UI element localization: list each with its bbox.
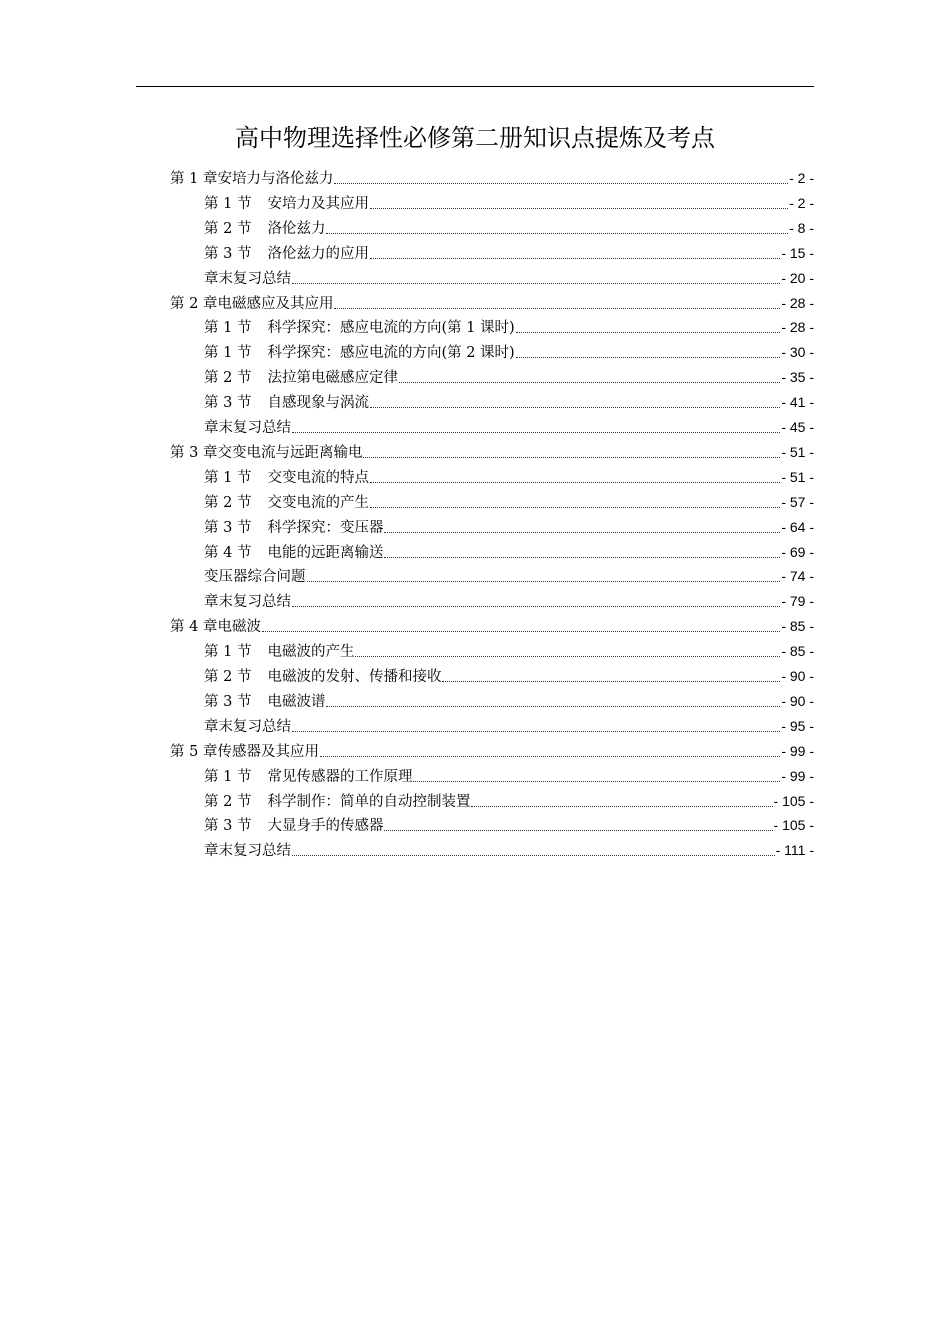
toc-section-entry[interactable] — [204, 266, 814, 290]
toc-page-number: - 2 - — [789, 194, 814, 211]
toc-dot-leader — [326, 705, 780, 707]
toc-page-number: - 85 - — [781, 643, 814, 660]
toc-section-number: 第 3 节 — [204, 395, 252, 412]
toc-dot-leader — [292, 431, 780, 433]
toc-page-number: - 8 - — [789, 219, 814, 236]
toc-page-number: - 85 - — [781, 618, 814, 635]
toc-section-number: 第 1 节 — [204, 345, 252, 362]
toc-page-number: - 51 - — [781, 443, 814, 460]
toc-section-entry[interactable] — [204, 515, 814, 539]
toc-entry-label: 电磁波的产生 — [267, 644, 355, 661]
document-title: 高中物理选择性必修第二册知识点提炼及考点 — [235, 124, 715, 152]
toc-dot-leader — [370, 406, 780, 408]
toc-section-number: 第 1 节 — [204, 195, 252, 212]
toc-section-entry[interactable] — [204, 191, 814, 215]
toc-dot-leader — [413, 780, 780, 782]
toc-dot-leader — [363, 456, 780, 458]
toc-section-number: 第 3 节 — [204, 693, 252, 710]
toc-section-number: 第 2 节 — [204, 793, 252, 810]
toc-entry-label: 大显身手的传感器 — [267, 818, 384, 835]
toc-section-entry[interactable] — [204, 589, 814, 613]
toc-section-entry[interactable] — [204, 714, 814, 738]
toc-page-number: - 45 - — [781, 419, 814, 435]
toc-dot-leader — [320, 755, 780, 757]
toc-dot-leader — [307, 580, 781, 582]
toc-page-number: - 15 - — [781, 244, 814, 261]
toc-page-number: - 90 - — [781, 668, 814, 684]
toc-section-number: 第 1 节 — [204, 469, 252, 486]
toc-dot-leader — [292, 282, 780, 284]
toc-section-number: 第 3 节 — [204, 818, 252, 835]
toc-entry-label: 章末复习总结 — [204, 420, 291, 436]
toc-dot-leader — [326, 232, 788, 234]
toc-entry-label: 章末复习总结 — [204, 270, 291, 287]
toc-dot-leader — [292, 854, 775, 856]
toc-entry-label: 章末复习总结 — [204, 843, 291, 860]
toc-dot-leader — [292, 730, 780, 732]
toc-section-entry[interactable] — [204, 390, 814, 414]
toc-entry-label: 常见传感器的工作原理 — [267, 768, 413, 785]
toc-entry-label: 章末复习总结 — [204, 594, 291, 611]
toc-section-entry[interactable] — [204, 764, 814, 788]
toc-dot-leader — [334, 182, 788, 184]
toc-page-number: - 69 - — [781, 543, 814, 560]
toc-page-number: - 105 - — [773, 792, 814, 809]
toc-entry-label: 洛伦兹力的应用 — [267, 245, 369, 262]
toc-entry-label: 第 1 章安培力与洛伦兹力 — [170, 171, 334, 187]
toc-dot-leader — [370, 506, 780, 508]
toc-page-number: - 28 - — [781, 319, 814, 336]
toc-page-number: - 57 - — [781, 493, 814, 510]
toc-entry-label: 交变电流的产生 — [267, 494, 369, 511]
toc-section-number: 第 4 节 — [204, 544, 252, 561]
toc-page-number: - 99 - — [781, 742, 814, 759]
toc-entry-label: 电磁波谱 — [267, 693, 326, 710]
toc-page-number: - 20 - — [781, 269, 814, 286]
toc-entry-label: 法拉第电磁感应定律 — [267, 370, 398, 387]
toc-entry-label: 科学探究：感应电流的方向(第 2 课时) — [267, 345, 515, 362]
toc-entry-label: 变压器综合问题 — [204, 569, 306, 586]
toc-page-number: - 2 - — [789, 170, 814, 186]
toc-section-number: 第 1 节 — [204, 768, 252, 785]
toc-page-number: - 64 - — [781, 518, 814, 535]
toc-section-entry[interactable] — [204, 216, 814, 240]
toc-section-entry[interactable] — [204, 365, 814, 389]
toc-dot-leader — [370, 207, 788, 209]
toc-page-number: - 30 - — [781, 344, 814, 361]
toc-dot-leader — [442, 680, 780, 682]
toc-section-entry[interactable] — [204, 639, 814, 663]
toc-page-number: - 111 - — [775, 842, 814, 859]
toc-section-number: 第 2 节 — [204, 220, 252, 237]
toc-section-number: 第 3 节 — [204, 245, 252, 262]
toc-dot-leader — [399, 381, 780, 383]
toc-chapter-entry[interactable] — [170, 739, 814, 763]
toc-chapter-entry[interactable] — [170, 614, 814, 638]
toc-dot-leader — [262, 630, 780, 632]
toc-chapter-entry[interactable] — [170, 440, 814, 464]
toc-dot-leader — [334, 307, 780, 309]
toc-page-number: - 35 - — [781, 369, 814, 386]
toc-section-entry[interactable] — [204, 340, 814, 364]
toc-section-entry[interactable] — [204, 813, 814, 837]
toc-page-number: - 51 - — [781, 468, 814, 485]
toc-section-entry[interactable] — [204, 664, 814, 688]
toc-dot-leader — [355, 655, 780, 657]
toc-dot-leader — [516, 331, 781, 333]
toc-entry-label: 科学制作：简单的自动控制装置 — [267, 793, 471, 810]
toc-entry-label: 科学探究：变压器 — [267, 519, 384, 536]
toc-section-number: 第 2 节 — [204, 494, 252, 511]
toc-page-number: - 74 - — [781, 568, 814, 585]
toc-section-entry[interactable] — [204, 415, 814, 439]
toc-entry-label: 电磁波的发射、传播和接收 — [267, 669, 442, 685]
toc-dot-leader — [384, 531, 780, 533]
toc-entry-label: 第 2 章电磁感应及其应用 — [170, 295, 334, 312]
toc-dot-leader — [471, 805, 772, 807]
toc-chapter-entry[interactable] — [170, 291, 814, 315]
toc-entry-label: 交变电流的特点 — [267, 469, 369, 486]
toc-section-entry[interactable] — [204, 315, 814, 339]
toc-entry-label: 章末复习总结 — [204, 718, 291, 735]
toc-dot-leader — [516, 356, 781, 358]
toc-section-number: 第 1 节 — [204, 320, 252, 337]
toc-dot-leader — [384, 829, 772, 831]
toc-entry-label: 科学探究：感应电流的方向(第 1 课时) — [267, 320, 515, 337]
toc-section-number: 第 1 节 — [204, 644, 252, 661]
toc-entry-label: 第 5 章传感器及其应用 — [170, 743, 319, 760]
toc-entry-label: 自感现象与涡流 — [267, 395, 369, 412]
toc-section-entry[interactable] — [204, 564, 814, 588]
header-rule — [136, 86, 814, 87]
toc-entry-label: 洛伦兹力 — [267, 220, 326, 237]
toc-page-number: - 99 - — [781, 767, 814, 784]
toc-dot-leader — [370, 481, 780, 483]
toc-dot-leader — [292, 605, 780, 607]
toc-entry-label: 第 4 章电磁波 — [170, 619, 261, 636]
toc-chapter-entry[interactable] — [170, 166, 814, 190]
toc-section-entry[interactable] — [204, 540, 814, 564]
toc-section-entry[interactable] — [204, 465, 814, 489]
toc-page-number: - 41 - — [781, 394, 814, 411]
toc-entry-label: 第 3 章交变电流与远距离输电 — [170, 444, 363, 461]
toc-entry-label: 安培力及其应用 — [267, 195, 369, 212]
toc-section-entry[interactable] — [204, 689, 814, 713]
toc-section-entry[interactable] — [204, 838, 814, 862]
toc-page-number: - 79 - — [781, 593, 814, 610]
toc-section-entry[interactable] — [204, 490, 814, 514]
toc-section-number: 第 2 节 — [204, 370, 252, 387]
toc-entry-label: 电能的远距离输送 — [267, 544, 384, 561]
toc-section-entry[interactable] — [204, 789, 814, 813]
toc-page-number: - 105 - — [773, 817, 814, 834]
toc-page-number: - 90 - — [781, 692, 814, 709]
toc-section-entry[interactable] — [204, 241, 814, 265]
toc-dot-leader — [384, 556, 780, 558]
toc-page-number: - 28 - — [781, 294, 814, 311]
toc-section-number: 第 2 节 — [204, 669, 252, 685]
toc-dot-leader — [370, 257, 780, 259]
toc-page-number: - 95 - — [781, 717, 814, 734]
toc-section-number: 第 3 节 — [204, 519, 252, 536]
